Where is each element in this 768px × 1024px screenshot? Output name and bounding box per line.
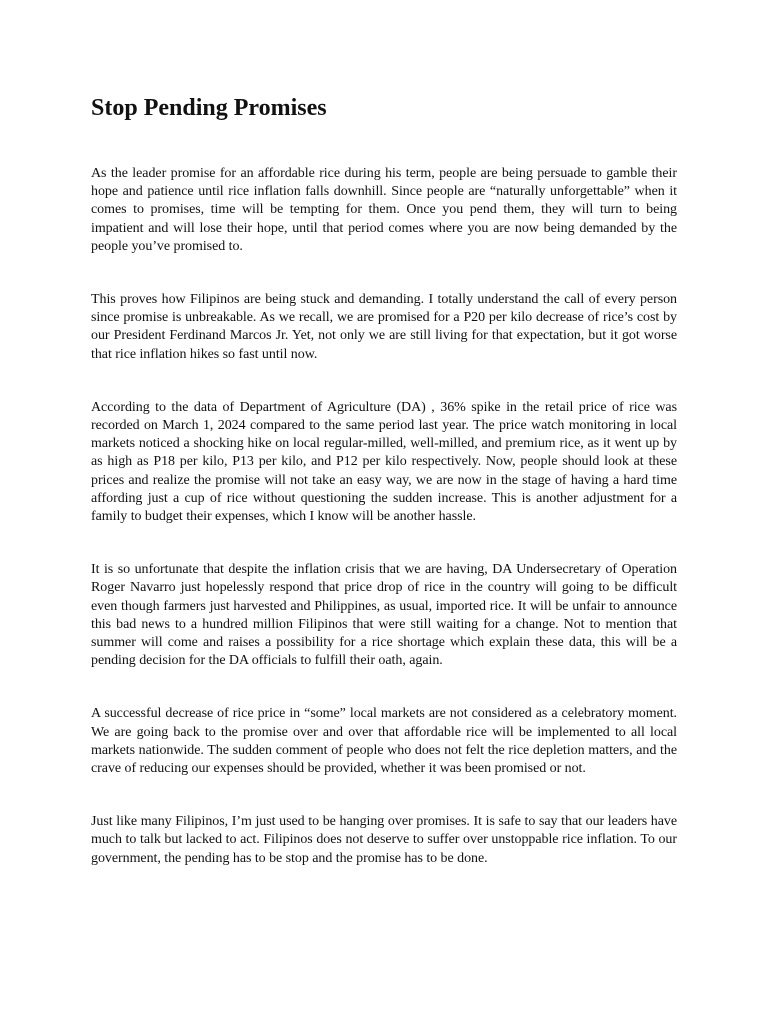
paragraph-5: A successful decrease of rice price in “some” local markets are not considered as a celebratory moment. We are going back to the promise over and over that affordable rice will be implemented to all local markets nationwide. The sudden comment of people who does not felt the rice depletion matters, and the crave of reducing our expenses should be provided, whether it was been promised or not. bbox=[91, 706, 677, 777]
paragraph-6: Just like many Filipinos, I’m just used to be hanging over promises. It is safe to say that our leaders have much to talk but lacked to act. Filipinos does not deserve to suffer over unstoppable rice inflation. To our government, the pending has to be stop and the promise has to be done. bbox=[91, 814, 677, 866]
document-title: Stop Pending Promises bbox=[91, 95, 327, 121]
paragraph-4: It is so unfortunate that despite the inflation crisis that we are having, DA Undersecretary of Operation Roger Navarro just hopelessly respond that price drop of rice in the country will going to be difficult even though farmers just harvested and Philippines, as usual, imported rice. It will be unfair to announce this bad news to a hundred million Filipinos that were still waiting for a change. Not to mention that summer will come and raises a possibility for a rice shortage which explain these data, this will be a pending decision for the DA officials to fulfill their oath, again. bbox=[91, 562, 677, 669]
paragraph-1: As the leader promise for an affordable rice during his term, people are being persuade to gamble their hope and patience until rice inflation falls downhill. Since people are “naturally unforgettable” when it comes to promises, time will be tempting for them. Once you pend them, they will turn to being impatient and will lose their hope, until that period comes where you are now being demanded by the people you’ve promised to. bbox=[91, 166, 677, 254]
paragraph-3: According to the data of Department of Agriculture (DA) , 36% spike in the retail price of rice was recorded on March 1, 2024 compared to the same period last year. The price watch monitoring in local markets noticed a shocking hike on local regular-milled, well-milled, and premium rice, as it went up by as high as P18 per kilo, P13 per kilo, and P12 per kilo respectively. Now, people should look at these prices and realize the promise will not take an easy way, we are now in the stage of having a hard time affording just a cup of rice without questioning the sudden increase. This is another adjustment for a family to budget their expenses, which I know will be another hassle. bbox=[91, 399, 677, 525]
document-page bbox=[91, 90, 677, 903]
paragraph-2: This proves how Filipinos are being stuck and demanding. I totally understand the call of every person since promise is unbreakable. As we recall, we are promised for a P20 per kilo decrease of rice’s cost by our President Ferdinand Marcos Jr. Yet, not only we are still living for that expectation, but it got worse that rice inflation hikes so fast until now. bbox=[91, 292, 677, 362]
